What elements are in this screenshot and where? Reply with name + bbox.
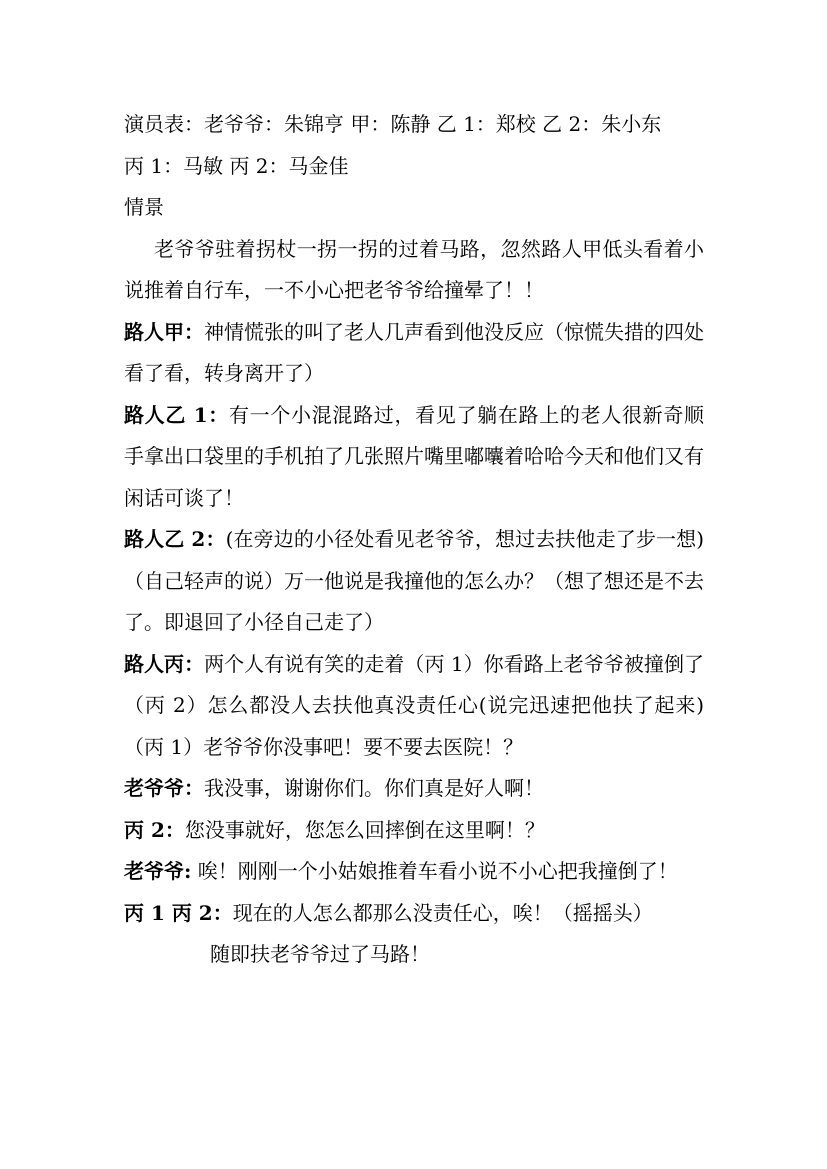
dialogue-text: 神情慌张的叫了老人几声看到他没反应（惊慌失措的四处看了看，转身离开了） (124, 319, 704, 385)
dialogue-line (124, 893, 704, 935)
dialogue-text: 我没事，谢谢你们。你们真是好人啊！ (204, 776, 544, 800)
speaker-label: 路人甲： (124, 319, 204, 344)
script-body (124, 104, 704, 976)
dialogue-line (124, 768, 704, 810)
dialogue-text: 有一个小混混路过，看见了躺在路上的老人很新奇顺手拿出口袋里的手机拍了几张照片嘴里嘟囔着哈哈今天和他们又有闲话可谈了！ (124, 402, 704, 510)
speaker-label: 路人丙： (124, 651, 205, 676)
dialogue-line (124, 851, 704, 893)
speaker-label: 老爷爷： (124, 776, 204, 800)
scene-description: 老爷爷驻着拐杖一拐一拐的过着马路，忽然路人甲低头看着小说推着自行车，一不小心把老爷爷给撞晕了！！ (124, 236, 704, 302)
dialogue-line (124, 312, 704, 395)
cast-list (124, 104, 704, 187)
dialogue-line (124, 644, 704, 769)
dialogue-text: 您没事就好，您怎么回摔倒在这里啊！？ (184, 817, 545, 842)
speaker-label: 老爷爷: (124, 859, 192, 883)
closing-action: 随即扶老爷爷过了马路！ (210, 942, 430, 966)
speaker-label: 丙 1 丙 2： (124, 900, 233, 925)
cast-line-1: 演员表：老爷爷：朱锦亨 甲：陈静 乙 1：郑校 乙 2：朱小东 (124, 112, 662, 136)
cast-line-2: 丙 1：马敏 丙 2：马金佳 (124, 153, 349, 178)
dialogue-line (124, 519, 704, 644)
scene-heading: 情景 (124, 195, 164, 219)
dialogue-text: (在旁边的小径处看见老爷爷，想过去扶他走了步一想)（自己轻声的说）万一他说是我撞他的怎么办？（想了想还是不去了。即退回了小径自己走了） (124, 527, 704, 634)
speaker-label: 路人乙 1： (124, 402, 229, 427)
dialogue-text: 两个人有说有笑的走着（丙 1）你看路上老爷爷被撞倒了（丙 2）怎么都没人去扶他真没责任心(说完迅速把他扶了起来) （丙 1）老爷爷你没事吧！要不要去医院！？ (124, 651, 704, 759)
dialogue-text: 唉！刚刚一个小姑娘推着车看小说不小心把我撞倒了！ (191, 859, 678, 883)
dialogue-line (124, 810, 704, 852)
speaker-label: 路人乙 2： (124, 527, 226, 551)
speaker-label: 丙 2： (124, 817, 185, 842)
dialogue-line (124, 395, 704, 520)
dialogue-text: 现在的人怎么都那么没责任心，唉！（摇摇头） (232, 900, 653, 925)
